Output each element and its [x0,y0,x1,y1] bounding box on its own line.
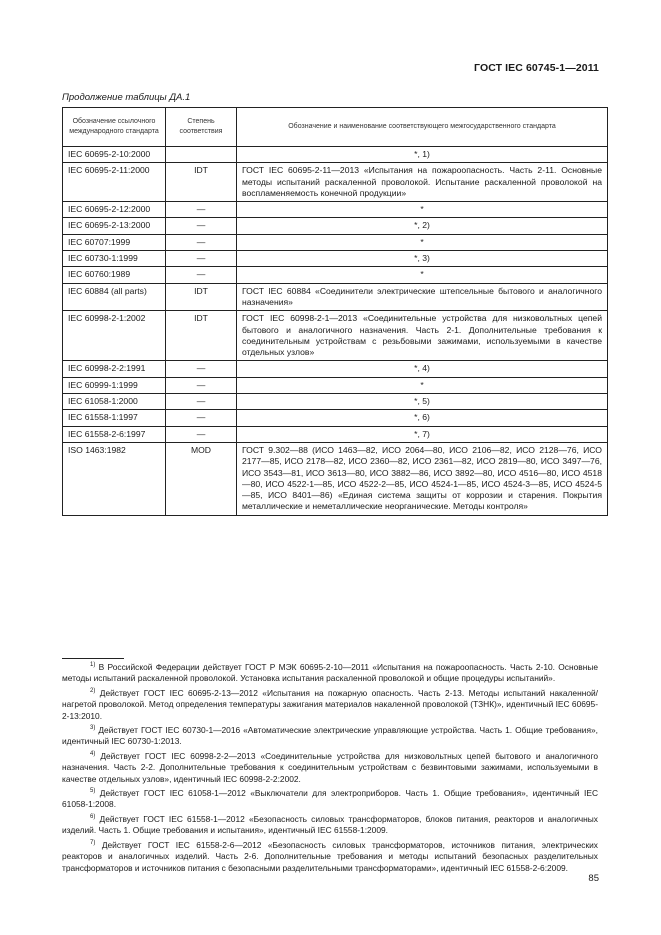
cell-reference: IEC 61058-1:2000 [63,394,166,410]
cell-reference: IEC 60884 (all parts) [63,283,166,311]
cell-reference: IEC 60695-2-12:2000 [63,202,166,218]
cell-degree: — [166,202,237,218]
cell-reference: IEC 60998-2-2:1991 [63,361,166,377]
cell-title: * [237,202,608,218]
table-row [63,377,608,393]
table-row [63,442,608,515]
cell-degree [166,147,237,163]
cell-title: ГОСТ IEC 60695-2-11—2013 «Испытания на пожароопасность. Часть 2-11. Основные методы испытаний раскаленной проволокой. Испытание раскаленной проволокой на воспламеняемость конечной продукции» [237,163,608,202]
cell-reference: ISO 1463:1982 [63,442,166,515]
cell-title: * [237,377,608,393]
header-reference-standard: Обозначение ссылочного международного стандарта [63,108,166,147]
footnote-mark: 4) [90,751,96,758]
cell-reference: IEC 61558-1:1997 [63,410,166,426]
cell-degree: IDT [166,163,237,202]
footnote [62,814,598,837]
footnote-text: Действует ГОСТ IEC 61558-1—2012 «Безопасность силовых трансформаторов, блоков питания, реакторов и аналогичных изделий. Часть 1. Общие требования и испытания», идентичный IEC 61558-1:2009. [62,813,598,836]
cell-reference: IEC 60695-2-13:2000 [63,218,166,234]
footnote-text: В Российской Федерации действует ГОСТ Р МЭК 60695-2-10—2011 «Испытания на пожароопасность. Часть 2-10. Основные методы испытаний раскаленной проволокой. Установка испытания раскаленной проволокой и общие процедуры испытаний». [62,662,598,684]
cell-title: ГОСТ 9.302—88 (ИСО 1463—82, ИСО 2064—80, ИСО 2106—82, ИСО 2128—76, ИСО 2177—85, ИСО 2178—82, ИСО 2360—82, ИСО 2361—82, ИСО 2819—80, ИСО 3497—76, ИСО 3543—81, ИСО 3613—80, ИСО 3882—86, ИСО 3892—80, ИСО 4516—80, ИСО 4518—80, ИСО 4522-1—85, ИСО 4522-2—85, ИСО 4524-1—85, ИСО 4524-3—85, ИСО 4524-5—85, ИСО 8401—86) «Единая система защиты от коррозии и старения. Покрытия металлические и неметаллические неорганические. Методы контроля» [237,442,608,515]
cell-reference: IEC 60707:1999 [63,234,166,250]
footnote [62,788,598,811]
page-number: 85 [588,873,599,884]
footnote-text: Действует ГОСТ IEC 60998-2-2—2013 «Соединительные устройства для низковольтных цепей бытового и аналогичного назначения. Часть 2-2. Дополнительные требования к соединительным устройствам с безвинтовыми зажимами, используемыми в качестве отдельных узлов», идентичный IEC 60998-2-2:2002. [62,750,598,784]
standards-table [62,107,608,516]
cell-title: *, 1) [237,147,608,163]
footnote [62,662,598,685]
table-row [63,283,608,311]
cell-degree: — [166,267,237,283]
standard-header: ГОСТ IEC 60745-1—2011 [474,62,599,74]
cell-degree: IDT [166,311,237,361]
cell-title: *, 2) [237,218,608,234]
footnote-text: Действует ГОСТ IEC 60695-2-13—2012 «Испытания на пожарную опасность. Часть 2-13. Методы испытаний накаленной/нагретой проволокой. Метод определения температуры зажигания материалов накаленной проволокой (ТЗНК)», идентичный IEC 60695-2-13:2010. [62,687,599,721]
header-interstate-standard: Обозначение и наименование соответствующего межгосударственного стандарта [237,108,608,147]
footnote-mark: 5) [90,788,96,795]
cell-title: ГОСТ IEC 60998-2-1—2013 «Соединительные устройства для низковольтных цепей бытового и аналогичного назначения. Часть 2-1. Дополнительные требования к соединительным устройствам с резьбовыми зажимами, используемыми в качестве отдельных узлов» [237,311,608,361]
table-row [63,202,608,218]
cell-degree: — [166,234,237,250]
cell-title: * [237,267,608,283]
footnote [62,688,598,722]
table-row [63,147,608,163]
cell-degree: — [166,361,237,377]
cell-degree: — [166,218,237,234]
table-header-row [63,108,608,147]
cell-title: *, 7) [237,426,608,442]
table-row [63,394,608,410]
cell-reference: IEC 60695-2-11:2000 [63,163,166,202]
cell-reference: IEC 60730-1:1999 [63,251,166,267]
footnote-separator [62,658,124,659]
table-continuation-label: Продолжение таблицы ДА.1 [62,92,191,103]
footnotes [62,662,598,877]
cell-title: *, 3) [237,251,608,267]
cell-reference: IEC 60999-1:1999 [63,377,166,393]
cell-title: *, 4) [237,361,608,377]
footnote [62,840,598,874]
header-compliance-degree: Степень соответствия [166,108,237,147]
table-row [63,361,608,377]
cell-degree: — [166,377,237,393]
table-row [63,267,608,283]
cell-degree: — [166,410,237,426]
footnote-mark: 6) [90,814,96,821]
table-row [63,234,608,250]
cell-reference: IEC 60760:1989 [63,267,166,283]
cell-reference: IEC 61558-2-6:1997 [63,426,166,442]
table-row [63,410,608,426]
table-row [63,251,608,267]
cell-title: *, 6) [237,410,608,426]
footnote-mark: 1) [90,662,96,669]
cell-title: *, 5) [237,394,608,410]
footnote-mark: 7) [90,839,96,846]
cell-degree: — [166,394,237,410]
cell-reference: IEC 60695-2-10:2000 [63,147,166,163]
table-row [63,218,608,234]
footnote-mark: 3) [90,725,96,732]
cell-degree: MOD [166,442,237,515]
table-row [63,163,608,202]
footnote-mark: 2) [90,688,96,695]
cell-degree: — [166,251,237,267]
cell-title: * [237,234,608,250]
cell-degree: — [166,426,237,442]
footnote-text: Действует ГОСТ IEC 60730-1—2016 «Автоматические электрические управляющие устройства. Часть 1. Общие требования», идентичный IEC 60730-1:2013. [62,725,599,747]
cell-reference: IEC 60998-2-1:2002 [63,311,166,361]
footnote [62,751,598,785]
table-row [63,426,608,442]
footnote [62,725,598,748]
footnote-text: Действует ГОСТ IEC 61058-1—2012 «Выключатели для электроприборов. Часть 1. Общие требования», идентичный IEC 61058-1:2008. [62,788,599,810]
cell-title: ГОСТ IEC 60884 «Соединители электрические штепсельные бытового и аналогичного назначения» [237,283,608,311]
footnote-text: Действует ГОСТ IEC 61558-2-6—2012 «Безопасность силовых трансформаторов, источников питания, электрических реакторов и аналогичных изделий. Часть 2-6. Дополнительные требования и методы испытаний безопасных разделительных трансформаторов и источников питания с безопасными разделительными трансформаторами», идентичный IEC 61558-2-6:2009. [62,839,598,873]
cell-degree: IDT [166,283,237,311]
table-row [63,311,608,361]
